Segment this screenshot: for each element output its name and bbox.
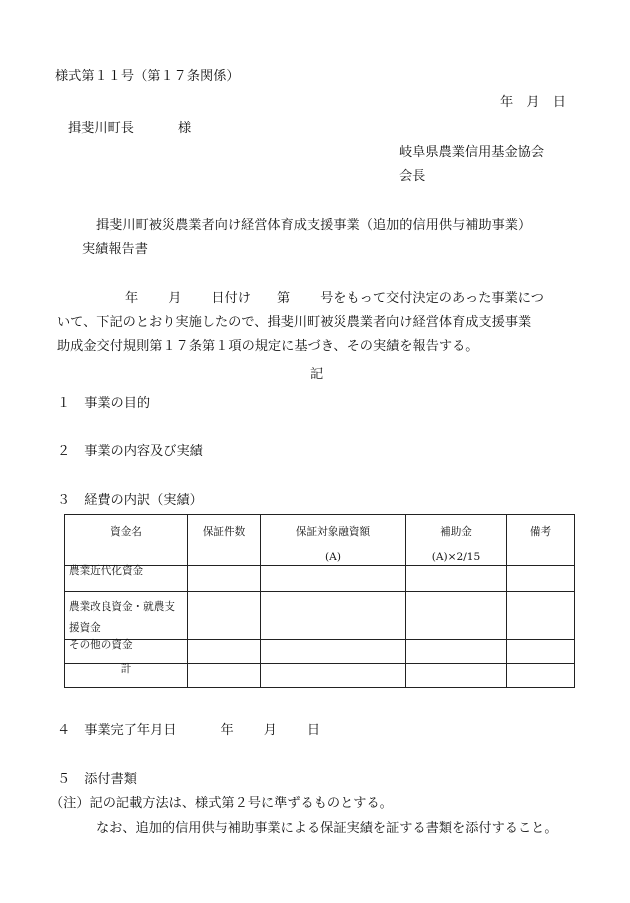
body-no: 第 (276, 291, 291, 306)
form-number: 様式第１１号（第１７条関係） (55, 69, 240, 84)
header-amount-sub: (A) (325, 551, 341, 563)
note-2: なお、追加的信用供与補助事業による保証実績を証する書類を添付すること。 (96, 821, 558, 836)
row-label-improvement (65, 592, 188, 640)
sender-title: 会長 (399, 169, 426, 184)
cell-amount[interactable] (261, 640, 406, 664)
addressee (68, 122, 191, 135)
section-3-label: 経費の内訳（実績） (84, 493, 203, 508)
section-1-num: １ (57, 396, 71, 411)
section-3-num: ３ (57, 493, 71, 508)
header-count: 保証件数 (188, 515, 261, 566)
cell-remarks[interactable] (507, 664, 575, 688)
section-2-num: ２ (57, 444, 71, 459)
body-paragraph (57, 287, 579, 359)
header-remarks: 備考 (507, 515, 575, 566)
cost-breakdown-table (64, 514, 575, 688)
doc-title-line2: 実績報告書 (82, 242, 148, 257)
section-5 (57, 773, 137, 786)
body-year: 年 (125, 291, 139, 306)
table-row (65, 566, 575, 592)
section-5-num: ５ (57, 772, 71, 787)
cell-subsidy[interactable] (406, 664, 507, 688)
section-3 (57, 494, 203, 507)
sender-org: 岐阜県農業信用基金協会 (399, 145, 545, 160)
cell-amount[interactable] (261, 566, 406, 592)
table-row-total (65, 664, 575, 688)
table-row (65, 592, 575, 640)
section-2-label: 事業の内容及び実績 (84, 444, 203, 459)
section-2 (57, 445, 203, 458)
section-5-label: 添付書類 (84, 772, 137, 787)
section-1 (57, 397, 150, 410)
cell-subsidy[interactable] (406, 640, 507, 664)
body-month: 月 (168, 291, 182, 306)
section-4-month: 月 (263, 723, 277, 738)
body-rest: 号をもって交付決定のあった事業につ (320, 291, 544, 306)
header-amount: 保証対象融資額 (A) (261, 515, 406, 566)
cell-count[interactable] (188, 640, 261, 664)
addressee-name: 揖斐川町長 (68, 121, 134, 136)
row-label-modernization: 農業近代化資金 (65, 566, 188, 592)
body-line-1 (57, 287, 579, 311)
table-header-row (65, 515, 575, 566)
doc-title-line1: 揖斐川町被災農業者向け経営体育成支援事業（追加的信用供与補助事業） (96, 218, 532, 233)
cell-amount[interactable] (261, 592, 406, 640)
cell-remarks[interactable] (507, 592, 575, 640)
section-1-label: 事業の目的 (84, 396, 151, 411)
addressee-honorific: 様 (177, 121, 192, 136)
body-line-3: 助成金交付規則第１７条第１項の規定に基づき、その実績を報告する。 (57, 339, 479, 354)
section-4-label: 事業完了年月日 (84, 723, 177, 738)
row-label-improvement-a: 農業改良資金・就農支 (69, 601, 175, 613)
cell-remarks[interactable] (507, 566, 575, 592)
body-line-2: いて、下記のとおり実施したので、揖斐川町被災農業者向け経営体育成支援事業 (57, 315, 532, 330)
section-4-day: 日 (306, 723, 321, 738)
cell-count[interactable] (188, 592, 261, 640)
header-subsidy: 補助金 (A)×2/15 (406, 515, 507, 566)
body-day: 日付け (211, 291, 251, 306)
table-row (65, 640, 575, 664)
section-4-num: ４ (57, 723, 71, 738)
section-4-year: 年 (220, 723, 234, 738)
row-label-total: 計 (65, 664, 188, 688)
cell-amount[interactable] (261, 664, 406, 688)
row-label-improvement-b: 援資金 (69, 622, 101, 634)
ki-marker: 記 (310, 367, 324, 382)
header-subsidy-sub: (A)×2/15 (431, 551, 481, 563)
section-4 (57, 724, 320, 737)
date-line: 年 月 日 (500, 95, 566, 110)
cell-remarks[interactable] (507, 640, 575, 664)
cell-count[interactable] (188, 566, 261, 592)
cell-count[interactable] (188, 664, 261, 688)
cell-subsidy[interactable] (406, 566, 507, 592)
header-fund: 資金名 (65, 515, 188, 566)
row-label-other: その他の資金 (65, 640, 188, 664)
note-1: （注）記の記載方法は、様式第２号に準ずるものとする。 (50, 796, 393, 811)
cell-subsidy[interactable] (406, 592, 507, 640)
